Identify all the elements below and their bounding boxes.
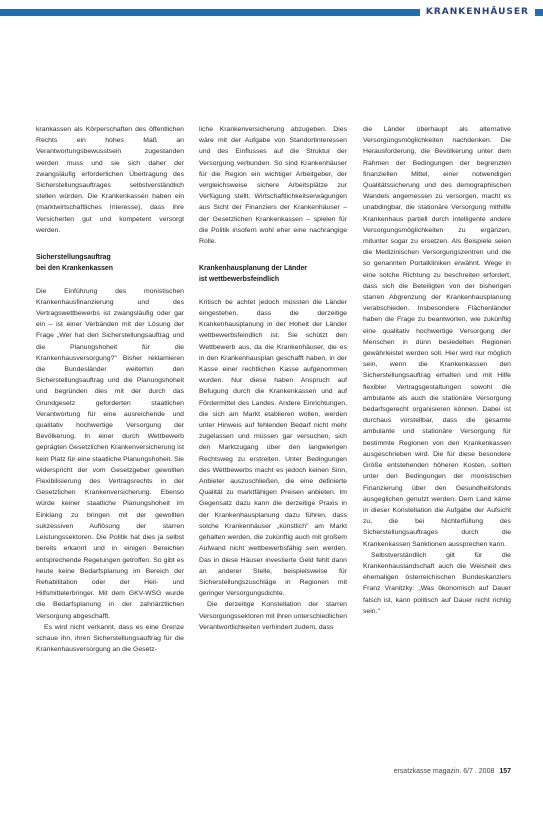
paragraph: liche Krankenversicherung abzugeben. Dies wäre mit der Aufgabe von Standortinteressen und des Einflusses auf die Struktur der Versorgung verbunden. So sind Krankenhäuser für die Region ein wichtiger Arbeitgeber, der vergleichsweise sichere Arbeitsplätze zur Verfügung stellt. Wirtschaftlichkeitserwägungen aus Sicht der Finanziers der Krankenhäuser – der Gesetzlichen Krankenkassen – spielen für die Politik insofern wohl eher eine nachrangige Rolle.: [199, 126, 347, 246]
paragraph: Die Einführung des monistischen Krankenhausfinanzierung und des Vertragswettbewerbs ist zwangsläufig oder gar ein – ist einer Verbänden mit der Lösung der Frage „Wer hat den Sicherstellungsauftrag und die Planungshoheit für die Krankenhausversorgung?" Bisher reklamieren die Bundesländer weiterhin den Sicherstellungsauftrag und die Planungshoheit und begründen dies mit der durch das Grundgesetz geforderten staatlichen Verantwortung für eine ausreichende und qualitativ hochwertige Versorgung der Bevölkerung. In einer durch Wettbewerb geprägten Gesetzlichen Krankenversicherung ist kein Platz für eine staatliche Planungshoheit. Sie widerspricht der vom Gesetzgeber gewollten Flexibilisierung des Vertragsrechts in der Gesetzlichen Krankenversicherung. Ebenso würde keiner staatliche Planungshoheit im Einklang zu bringen mit der gewollten sukzessiven Auflösung der starren Leistungssektoren. Die Politik hat dies ja selbst bereits erkannt und in einigen Bereichen entsprechende Regelungen getroffen. So gibt es heute keine Bedarfsplanung im Bereich der Rehabilitation oder der Heil- und Hilfsmittelerbringer. Mit dem GKV-WSG wurde die Bedarfsplanung in der zahnärztlichen Versorgung abgeschafft.: [36, 287, 184, 620]
paragraph: krankassen als Körperschaften des öffentlichen Rechts ein hohes Maß an Verantwortungsbewusstsein zugestanden werden muss und sie sich daher der zwangsläufig erforderlichen Übertragung des Sicherstellungsauftrages selbstverständlich stellen würden. Die Krankenkassen haben ein (marktwirtschaftliches Interesse), dass ihre Versicherten gut und kompetent versorgt werden.: [36, 126, 184, 234]
subheading-line: bei den Krankenkassen: [36, 265, 113, 273]
column-3: [363, 124, 511, 617]
section-label: KRANKENHÄUSER: [425, 6, 529, 17]
article-body: [36, 124, 511, 800]
column-2: [199, 124, 347, 633]
paragraph: Die derzeitige Konstellation der starren Versorgungssektoren mit ihren unterschiedlichen Verantwortlichkeiten verhindert zudem, dass: [199, 601, 347, 631]
journal-name: ersatzkasse magazin. 6/7 . 2008: [393, 768, 495, 775]
subheading: [36, 252, 184, 274]
paragraph: Selbstverständlich gilt für die Krankenhauslandschaft auch die Weisheit des ehemaligen österreichischen Bundeskanzlers Franz Vranitzky: „Was ökonomisch auf Dauer falsch ist, kann politisch auf Dauer nicht richtig sein.": [363, 551, 511, 615]
paragraph: Kritisch be achtet jedoch müssten die Länder eingestehen, dass die derzeitige Krankenhausplanung in der Hoheit der Länder wettbewerbsfeindlich ist. Sie schützt den Wettbewerb aus, da die Krankenhäuser, die es in den Krankenhausplan geschafft haben, in der Kasse einer rechtlichen Kasse aufgenommen wurden. Nur diese haben Anspruch auf Befugung durch die Krankenkassen und auf Fördermittel des Landes. Andere Einrichtungen, die sich am Markt etablieren wollen, werden unter Hinweis auf fehlenden Bedarf nicht mehr zugelassen und müssen gar versuchen, sich den Marktzugang über den langwierigen Rechtsweg zu erstreiten. Unter Bedingungen des Wettbewerbs macht es jedoch keinen Sinn, Anbieter auszuschließen, die eine definierte Qualität zu marktfähigen Preisen anbieten. Im Gegensatz dazu kann die derzeitige Praxis in der Krankenhausplanung dazu führen, dass solche Krankenhäuser „künstlich" am Markt gehalten werden, die zukünftig auch mit großem Aufwand nicht wettbewerbsfähig sein werden. Das in diese Häuser investierte Geld fehlt dann an anderer Stelle, beispielsweise für Sicherstellungszuschläge in Regionen mit geringer Versorgungsdichte.: [199, 298, 347, 598]
section-tab: [420, 3, 535, 20]
subheading-line: Krankenhausplanung der Länder: [199, 265, 307, 273]
paragraph: Es wird nicht verkannt, dass es eine Grenze schaue ihn, ihren Sicherstellungsauftrag für die Krankenhausversorgung an die Gesetz-: [36, 623, 184, 654]
page-number: 157: [499, 768, 511, 775]
subheading: [199, 263, 347, 285]
paragraph: die Länder überhaupt als alternative Versorgungsmöglichkeiten nachdenken. Die Herausforderung, die Bevölkerung unter dem Rahmen der Bedingungen der begrenzten finanziellen Mittel, einer notwendigen Qualitätssicherung und des demographischen Wandels angemessen zu versorgen, macht es unabdingbar, die stationäre Versorgung mithilfe Krankenhaus partiell durch intelligente andere Versorgungsmöglichkeiten zu ergänzen, mitunter sogar zu ersetzen. Als Beispiele seien die Medizinischen Versorgungszentren und die so genannten Portalkliniken erwähnt. Wege in eine solche Richtung zu beschreiten erfordert, dass sich die Beteiligten von der bisherigen starren Abgrenzung der Krankenhausplanung verabschieden. Insbesondere Flächenländer haben die Frage zu beantworten, wie zukünftig eine qualitativ hochwertige Versorgung der Menschen in dünn besiedelten Regionen gewährleistet werden soll. Hier wird nur möglich sein, wenn die Krankenkassen den Sicherstellungsauftrag erhalten und mit Hilfe flexibler Vertragsgestaltungen sowohl die ambulante als auch die stationäre Versorgung bedarfsgerecht organisieren können. Dabei ist durchaus vorstellbar, dass die gesamte ambulante und stationäre Versorgung für bestimmte Regionen von den Krankenkassen ausgeschrieben wird. Die für diese besondere Größe entstehenden höheren Kosten, sollten unter den Bedingungen der monistischen Finanzierung über den Gesundheitsfonds ausgeglichen genutzt werden. Dem Land käme in dieser Konstellation die Aufgabe der Aufsicht zu, die bei Nichterfüllung des Sicherstellungsauftrages durch die Krankenkassen Sanktionen aussprechen kann.: [363, 126, 511, 548]
subheading-line: Sicherstellungsauftrag: [36, 254, 111, 262]
column-1: [36, 124, 184, 655]
subheading-line: ist wettbewerbsfeindlich: [199, 276, 280, 284]
page-footer: [394, 768, 511, 775]
